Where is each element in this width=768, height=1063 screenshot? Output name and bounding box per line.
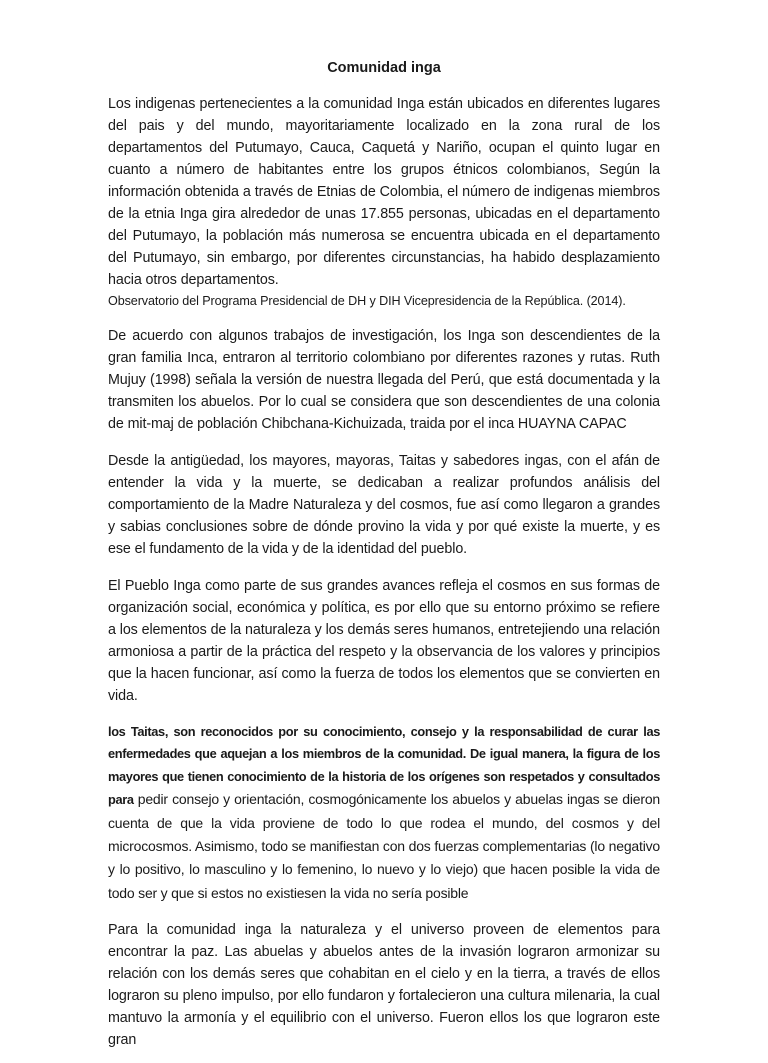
paragraph-2: De acuerdo con algunos trabajos de investigación, los Inga son descendientes de la gran familia Inca, entraron al territorio colombiano por diferentes razones y rutas. Ruth Mujuy (1998) señala la versión de nuestra llegada del Perú, que está documentada y la transmiten los abuelos. Por lo cual se considera que son descendientes de una colonia de mit-maj de población Chibchana-Kichuizada, traida por el inca HUAYNA CAPAC	[108, 328, 660, 432]
paragraph-1-citation: Observatorio del Programa Presidencial de DH y DIH Vicepresidencia de la República. (2014).	[108, 294, 626, 308]
paragraph-5-lead: los Taitas, son reconocidos por su conocimiento, consejo y la responsabilidad de curar las enfermedades que aquejan a los miembros de la comunidad. De igual manera, la figura de los mayores que tienen conocimiento de la historia de los orígenes son respetados y consultados para	[108, 724, 660, 808]
document-title: Comunidad inga	[327, 60, 441, 76]
paragraph-1	[108, 93, 660, 311]
paragraph-3: Desde la antigüedad, los mayores, mayoras, Taitas y sabedores ingas, con el afán de entender la vida y la muerte, se dedicaban a realizar profundos análisis del comportamiento de la Madre Naturaleza y del cosmos, fue así como llegaron a grandes y sabias conclusiones sobre de dónde provino la vida y por qué existe la muerte, y es ese el fundamento de la vida y de la identidad del pueblo.	[108, 453, 660, 557]
paragraph-1-text: Los indigenas pertenecientes a la comunidad Inga están ubicados en diferentes lugares del pais y del mundo, mayoritariamente localizado en la zona rural de los departamentos del Putumayo, Cauca, Caquetá y Nariño, ocupan el quinto lugar en cuanto a número de habitantes entre los grupos étnicos colombianos, Según la información obtenida a través de Etnias de Colombia, el número de indigenas miembros de la etnia Inga gira alrededor de unas 17.855 personas, ubicadas en el departamento del Putumayo, la población más numerosa se encuentra ubicada en el departamento del Putumayo, sin embargo, por diferentes circunstancias, ha habido desplazamiento hacia otros departamentos.	[108, 96, 660, 288]
paragraph-5	[108, 721, 660, 905]
paragraph-6: Para la comunidad inga la naturaleza y el universo proveen de elementos para encontrar la paz. Las abuelas y abuelos antes de la invasión lograron armonizar su relación con los demás seres que cohabitan en el cielo y en la tierra, a través de ellos lograron su pleno impulso, por ello fundaron y fortalecieron una cultura milenaria, la cual mantuvo la armonía y el equilibrio con el universo. Fueron ellos los que lograron este gran	[108, 922, 660, 1049]
paragraph-4: El Pueblo Inga como parte de sus grandes avances refleja el cosmos en sus formas de organización social, económica y política, es por ello que su entorno próximo se refiere a los elementos de la naturaleza y los demás seres humanos, entretejiendo una relación armoniosa a partir de la práctica del respeto y la observancia de los valores y principios que la hacen funcionar, así como la fuerza de todos los elementos que se convierten en vida.	[108, 578, 660, 704]
paragraph-5-rest: pedir consejo y orientación, cosmogónicamente los abuelos y abuelas ingas se dieron cuenta de que la vida proviene de todo lo que rodea el mundo, del cosmos y del microcosmos. Asimismo, todo se manifiestan con dos fuerzas complementarias (lo negativo y lo positivo, lo masculino y lo femenino, lo nuevo y lo viejo) que hacen posible la vida de todo ser y que si estos no existiesen la vida no sería posible	[108, 791, 660, 901]
document-body	[108, 58, 660, 1063]
